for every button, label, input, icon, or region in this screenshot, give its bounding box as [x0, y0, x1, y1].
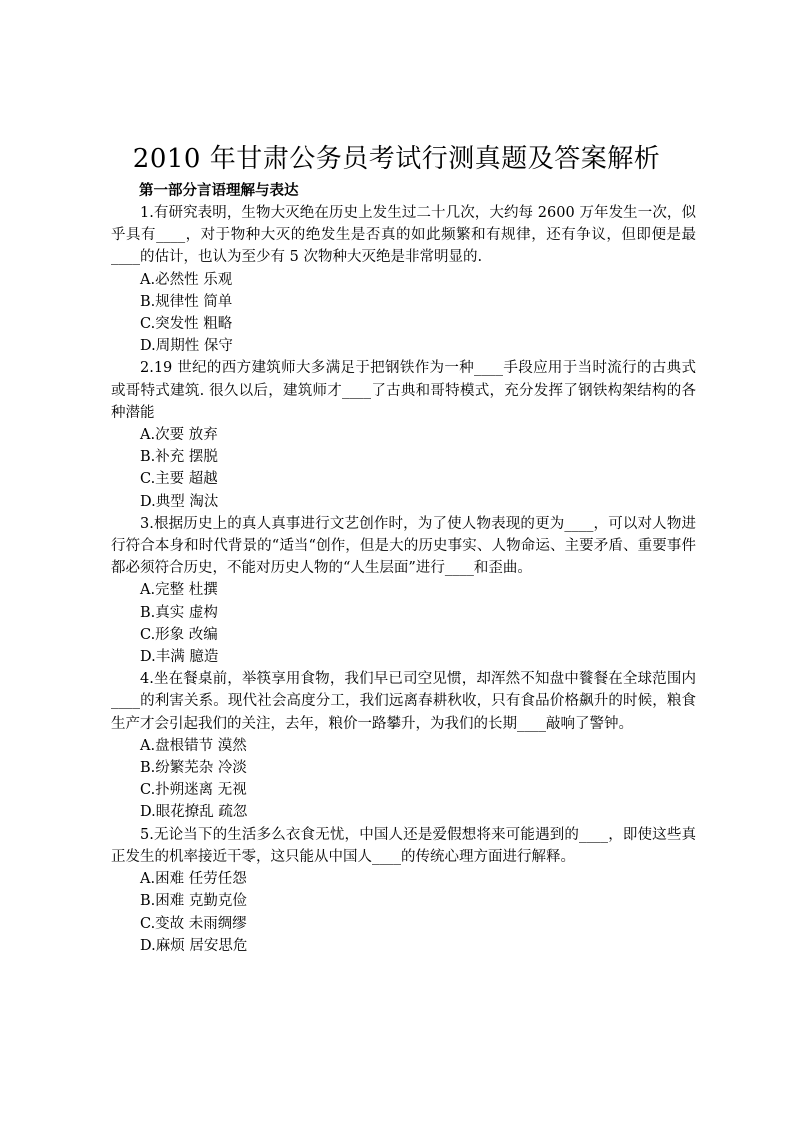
option-b: B.困难 克勤克俭 — [140, 893, 247, 910]
option-list — [111, 868, 696, 957]
option-c: C.变故 未雨绸缪 — [140, 915, 247, 932]
question-text: 3.根据历史上的真人真事进行文艺创作时，为了使人物表现的更为____，可以对人物进行符合本身和时代背景的“适当“创作，但是大的历史事实、人物命运、主要矛盾、重要事件都必须符合历史，不能对历史人物的“人生层面”进行____和歪曲。 — [111, 515, 696, 577]
question-item — [111, 824, 696, 957]
option-list — [111, 579, 696, 668]
document-title: 2010 年甘肃公务员考试行测真题及答案解析 — [132, 144, 661, 174]
section-title: 第一部分言语理解与表达 — [139, 182, 299, 199]
option-a: A.次要 放弃 — [140, 427, 218, 444]
option-b: B.规律性 简单 — [140, 293, 233, 310]
option-a: A.困难 任劳任怨 — [140, 871, 247, 888]
question-item — [111, 668, 696, 823]
question-text: 1.有研究表明，生物大灭绝在历史上发生过二十几次，大约每 2600 万年发生一次，似乎具有____，对于物种大灭的绝发生是否真的如此频繁和有规律，还有争议，但即便是最____的估计，也认为至少有 5 次物种大灭绝是非常明显的. — [111, 205, 696, 266]
option-c: C.形象 改编 — [140, 626, 218, 643]
option-c: C.扑朔迷离 无视 — [140, 782, 247, 799]
question-list — [111, 202, 696, 957]
option-a: A.盘根错节 漠然 — [140, 737, 247, 754]
option-c: C.突发性 粗略 — [140, 316, 233, 333]
option-d: D.眼花撩乱 疏忽 — [140, 804, 248, 821]
option-d: D.麻烦 居安思危 — [140, 937, 248, 954]
question-text: 2.19 世纪的西方建筑师大多满足于把钢铁作为一种____手段应用于当时流行的古典式或哥特式建筑. 很久以后，建筑师才____了古典和哥特模式，充分发挥了钢铁构架结构的各种潜能 — [111, 360, 696, 421]
question-text: 4.坐在餐桌前，举筷享用食物，我们早已司空见惯，却浑然不知盘中餮餐在全球范围内____的利害关系。现代社会高度分工，我们远离春耕秋收，只有食品价格飙升的时候，粮食生产才会引起我们的关注，去年，粮价一路攀升，为我们的长期____敲响了警钟。 — [111, 671, 696, 732]
option-list — [111, 424, 696, 513]
question-item — [111, 202, 696, 357]
question-item — [111, 357, 696, 512]
option-c: C.主要 超越 — [140, 471, 218, 488]
question-item — [111, 513, 696, 668]
option-b: B.补充 摆脱 — [140, 449, 218, 466]
option-d: D.典型 淘汰 — [140, 493, 219, 510]
option-b: B.真实 虚构 — [140, 604, 218, 621]
option-list — [111, 735, 696, 824]
option-a: A.必然性 乐观 — [140, 271, 233, 288]
question-text: 5.无论当下的生活多么衣食无忧，中国人还是爱假想将来可能遇到的____，即使这些真正发生的机率接近干零，这只能从中国人____的传统心理方面进行解释。 — [111, 826, 696, 865]
option-d: D.周期性 保守 — [140, 338, 233, 355]
option-a: A.完整 杜撰 — [140, 582, 218, 599]
option-b: B.纷繁芜杂 冷淡 — [140, 760, 247, 777]
option-list — [111, 269, 696, 358]
option-d: D.丰满 臆造 — [140, 649, 219, 666]
